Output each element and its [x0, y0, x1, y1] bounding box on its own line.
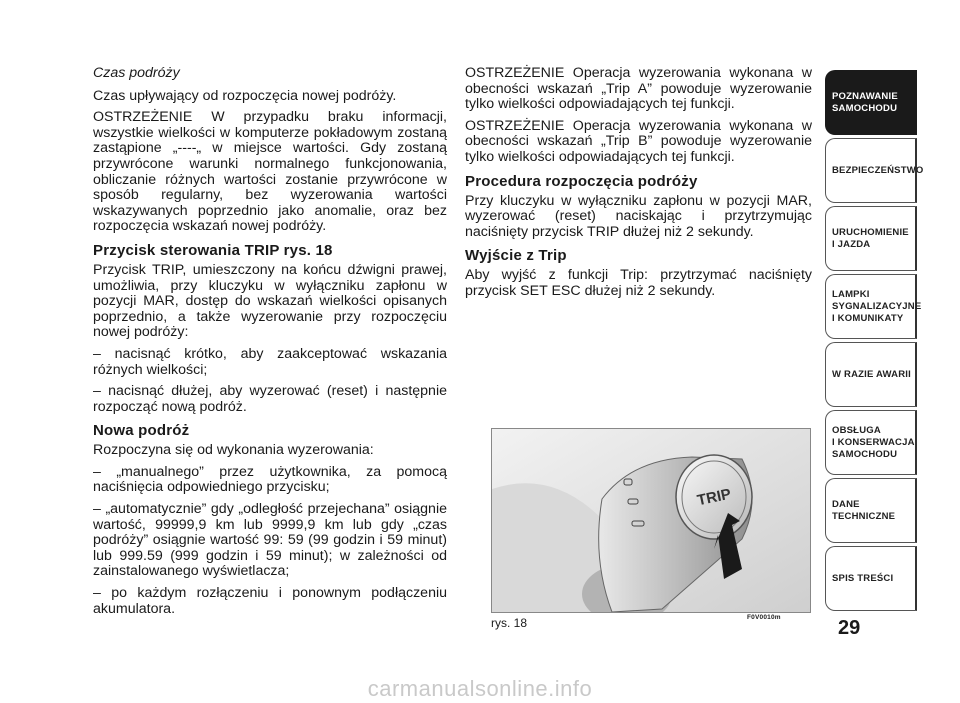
section-heading-exit-trip: Wyjście z Trip — [465, 247, 567, 265]
subheading-travel-time: Czas podróży — [93, 65, 180, 81]
list-item: – po każdym rozłączeniu i ponownym podłączeniu akumulatora. — [93, 585, 447, 617]
list-item: – „manualnego” przez użytkownika, za pomocą naciśnięcia odpowiedniego przycisku; — [93, 463, 447, 496]
watermark: carmanualsonline.info — [367, 676, 593, 701]
chapter-tabs — [825, 70, 924, 614]
list-item: – „automatycznie” gdy „odległość przejechana” osiągnie wartość, 99999,9 km lub 9999,9 km lub gdy „czas podróży” osiągnie wartość 99: 59 (99 godzin i 59 minut) lub 999.59 (999 godzin i 59 minut); w zależności od zainstalowanego wyświetlacza; — [93, 501, 447, 580]
warning-paragraph: OSTRZEŻENIE W przypadku braku informacji, wszystkie wielkości w komputerze pokładowym zostaną zastąpione „----„ w miejsce wartości. Gdy zostaną przywrócone warunki normalnego funkcjonowania, obliczanie różnych wartości zostanie przywrócone w sposób regularny, bez wyzerowania wartości wskazywanych poprzednio jako anomalie, oraz bez rozpoczęcia wskazań nowej podróży. — [93, 109, 447, 235]
section-heading-start-procedure: Procedura rozpoczęcia podróży — [465, 172, 698, 190]
tab-poznawanie-samochodu[interactable]: POZNAWANIE SAMOCHODU — [825, 70, 917, 135]
tab-dane-techniczne[interactable]: DANE TECHNICZNE — [825, 478, 917, 543]
trip-button-label: TRIP — [695, 485, 733, 510]
warning-paragraph: OSTRZEŻENIE Operacja wyzerowania wykonana w obecności wskazań „Trip B” powoduje wyzerowanie tylko wielkości odpowiadających tej funkcji. — [465, 117, 812, 165]
paragraph: Czas upływający od rozpoczęcia nowej podróży. — [93, 87, 397, 104]
paragraph: Przycisk TRIP, umieszczony na końcu dźwigni prawej, umożliwia, przy kluczyku w wyłączniku zapłonu w pozycji MAR, dostęp do wskazań wielkości opisanych poprzednio, a także wyzerowanie przy rozpoczęciu nowej podróży: — [93, 261, 447, 341]
tab-uruchomienie-i-jazda[interactable]: URUCHOMIENIE I JAZDA — [825, 206, 917, 271]
figure-trip-lever — [491, 428, 811, 613]
page-number: 29 — [838, 617, 861, 639]
paragraph: Rozpoczyna się od wykonania wyzerowania: — [93, 442, 374, 459]
right-column — [465, 66, 812, 306]
tab-bezpieczenstwo[interactable]: BEZPIECZEŃSTWO — [825, 138, 917, 203]
figure-caption: rys. 18 — [491, 616, 528, 630]
tab-w-razie-awarii[interactable]: W RAZIE AWARII — [825, 342, 917, 407]
figure-code: F0V0010m — [747, 614, 781, 621]
list-item: – nacisnąć krótko, aby zaakceptować wskazania różnych wielkości; — [93, 345, 447, 378]
warning-paragraph: OSTRZEŻENIE Operacja wyzerowania wykonana w obecności wskazań „Trip A” powoduje wyzerowanie tylko wielkości odpowiadających tej funkcji. — [465, 65, 812, 113]
tab-lampki-sygnalizacyjne[interactable]: LAMPKI SYGNALIZACYJNE I KOMUNIKATY — [825, 274, 917, 339]
paragraph: Aby wyjść z funkcji Trip: przytrzymać naciśnięty przycisk SET ESC dłużej niż 2 sekundy. — [465, 267, 812, 299]
left-column — [93, 66, 447, 623]
tab-obsluga-i-konserwacja[interactable]: OBSŁUGA I KONSERWACJA SAMOCHODU — [825, 410, 917, 475]
lever-illustration — [492, 429, 810, 612]
list-item: – nacisnąć dłużej, aby wyzerować (reset) i następnie rozpocząć nową podróż. — [93, 383, 447, 415]
section-heading-trip-button: Przycisk sterowania TRIP rys. 18 — [93, 241, 333, 259]
section-heading-new-trip: Nowa podróż — [93, 422, 190, 440]
paragraph: Przy kluczyku w wyłączniku zapłonu w pozycji MAR, wyzerować (reset) naciskając i przytrzymując naciśnięty przycisk TRIP dłużej niż 2 sekundy. — [465, 192, 812, 240]
tab-spis-tresci[interactable]: SPIS TREŚCI — [825, 546, 917, 611]
